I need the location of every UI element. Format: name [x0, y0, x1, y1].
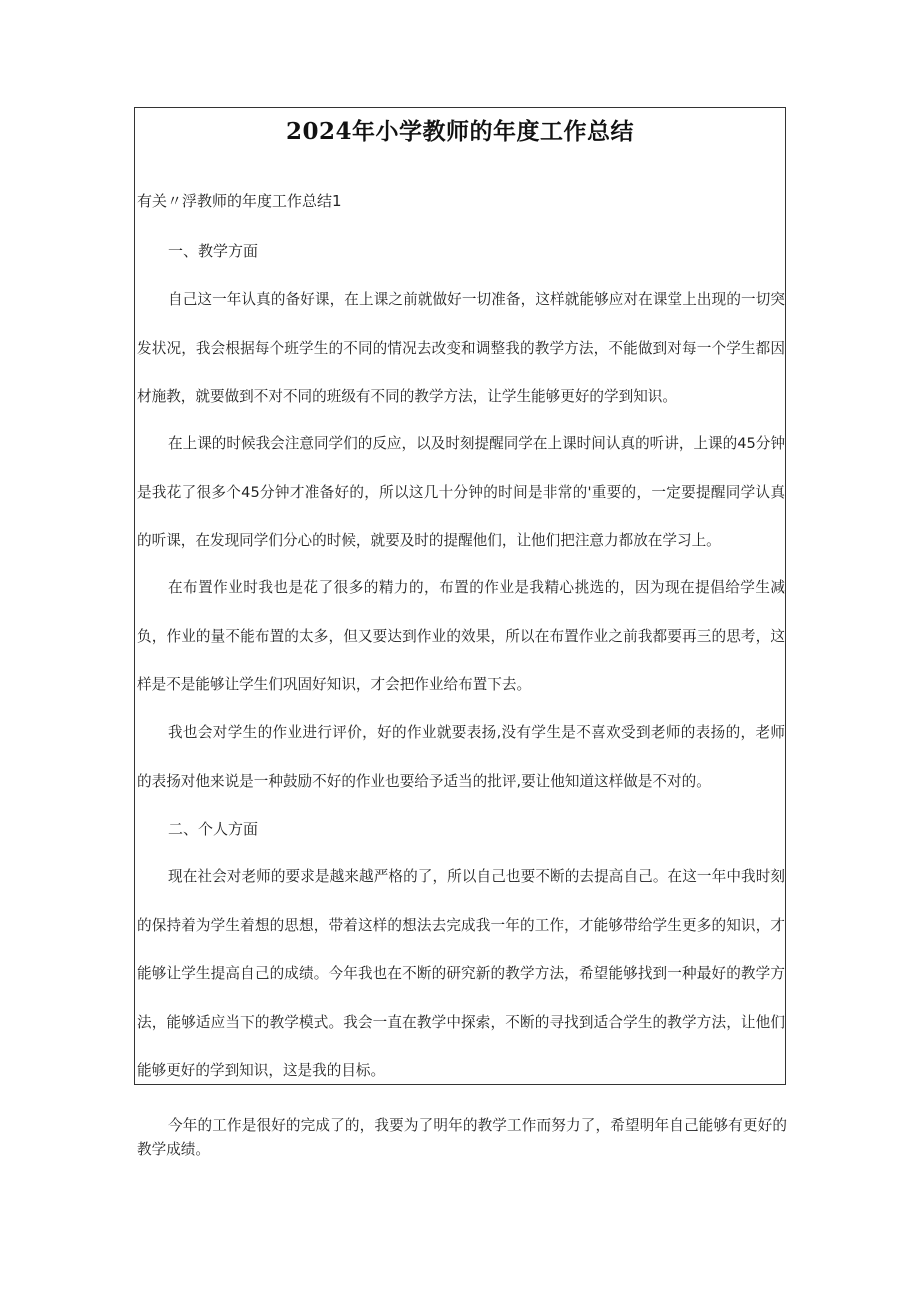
closing-paragraph: 今年的工作是很好的完成了的，我要为了明年的教学工作而努力了，希望明年自己能够有更好的教学成绩。 [137, 1117, 787, 1158]
section-heading-teaching: 一、教学方面 [168, 242, 259, 260]
document-title: 2024年小学教师的年度工作总结 [285, 118, 634, 145]
paragraph-personal-1: 现在社会对老师的要求是越来越严格的了，所以自己也要不断的去提高自己。在这一年中我时刻的保持着为学生着想的思想，带着这样的想法去完成我一年的工作，才能够带给学生更多的知识，才能够让学生提高自己的成绩。今年我也在不断的研究新的教学方法，希望能够找到一种最好的教学方法，能够适应当下的教学模式。我会一直在教学中探索，不断的寻找到适合学生的教学方法，让他们能够更好的学到知识，这是我的目标。 [137, 868, 785, 1079]
paragraph-teaching-3: 在布置作业时我也是花了很多的精力的，布置的作业是我精心挑选的，因为现在提倡给学生减负，作业的量不能布置的太多，但又要达到作业的效果，所以在布置作业之前我都要再三的思考，这样是不是能够让学生们巩固好知识，才会把作业给布置下去。 [137, 579, 785, 693]
section-heading-personal: 二、个人方面 [168, 820, 259, 838]
paragraph-teaching-1: 自己这一年认真的备好课，在上课之前就做好一切准备，这样就能够应对在课堂上出现的一切突发状况，我会根据每个班学生的不同的情况去改变和调整我的教学方法，不能做到对每一个学生都因材施教，就要做到不对不同的班级有不同的教学方法，让学生能够更好的学到知识。 [137, 291, 785, 405]
document-subtitle: 有关〃浮教师的年度工作总结1 [137, 192, 342, 210]
paragraph-teaching-4: 我也会对学生的作业进行评价，好的作业就要表扬,没有学生是不喜欢受到老师的表扬的，老师的表扬对他来说是一种鼓励不好的作业也要给予适当的批评,要让他知道这样做是不对的。 [137, 724, 785, 790]
paragraph-teaching-2: 在上课的时候我会注意同学们的反应，以及时刻提醒同学在上课时间认真的听讲，上课的45分钟是我花了很多个45分钟才准备好的，所以这几十分钟的时间是非常的'重要的，一定要提醒同学认真的听课，在发现同学们分心的时候，就要及时的提醒他们，让他们把注意力都放在学习上。 [137, 435, 785, 549]
